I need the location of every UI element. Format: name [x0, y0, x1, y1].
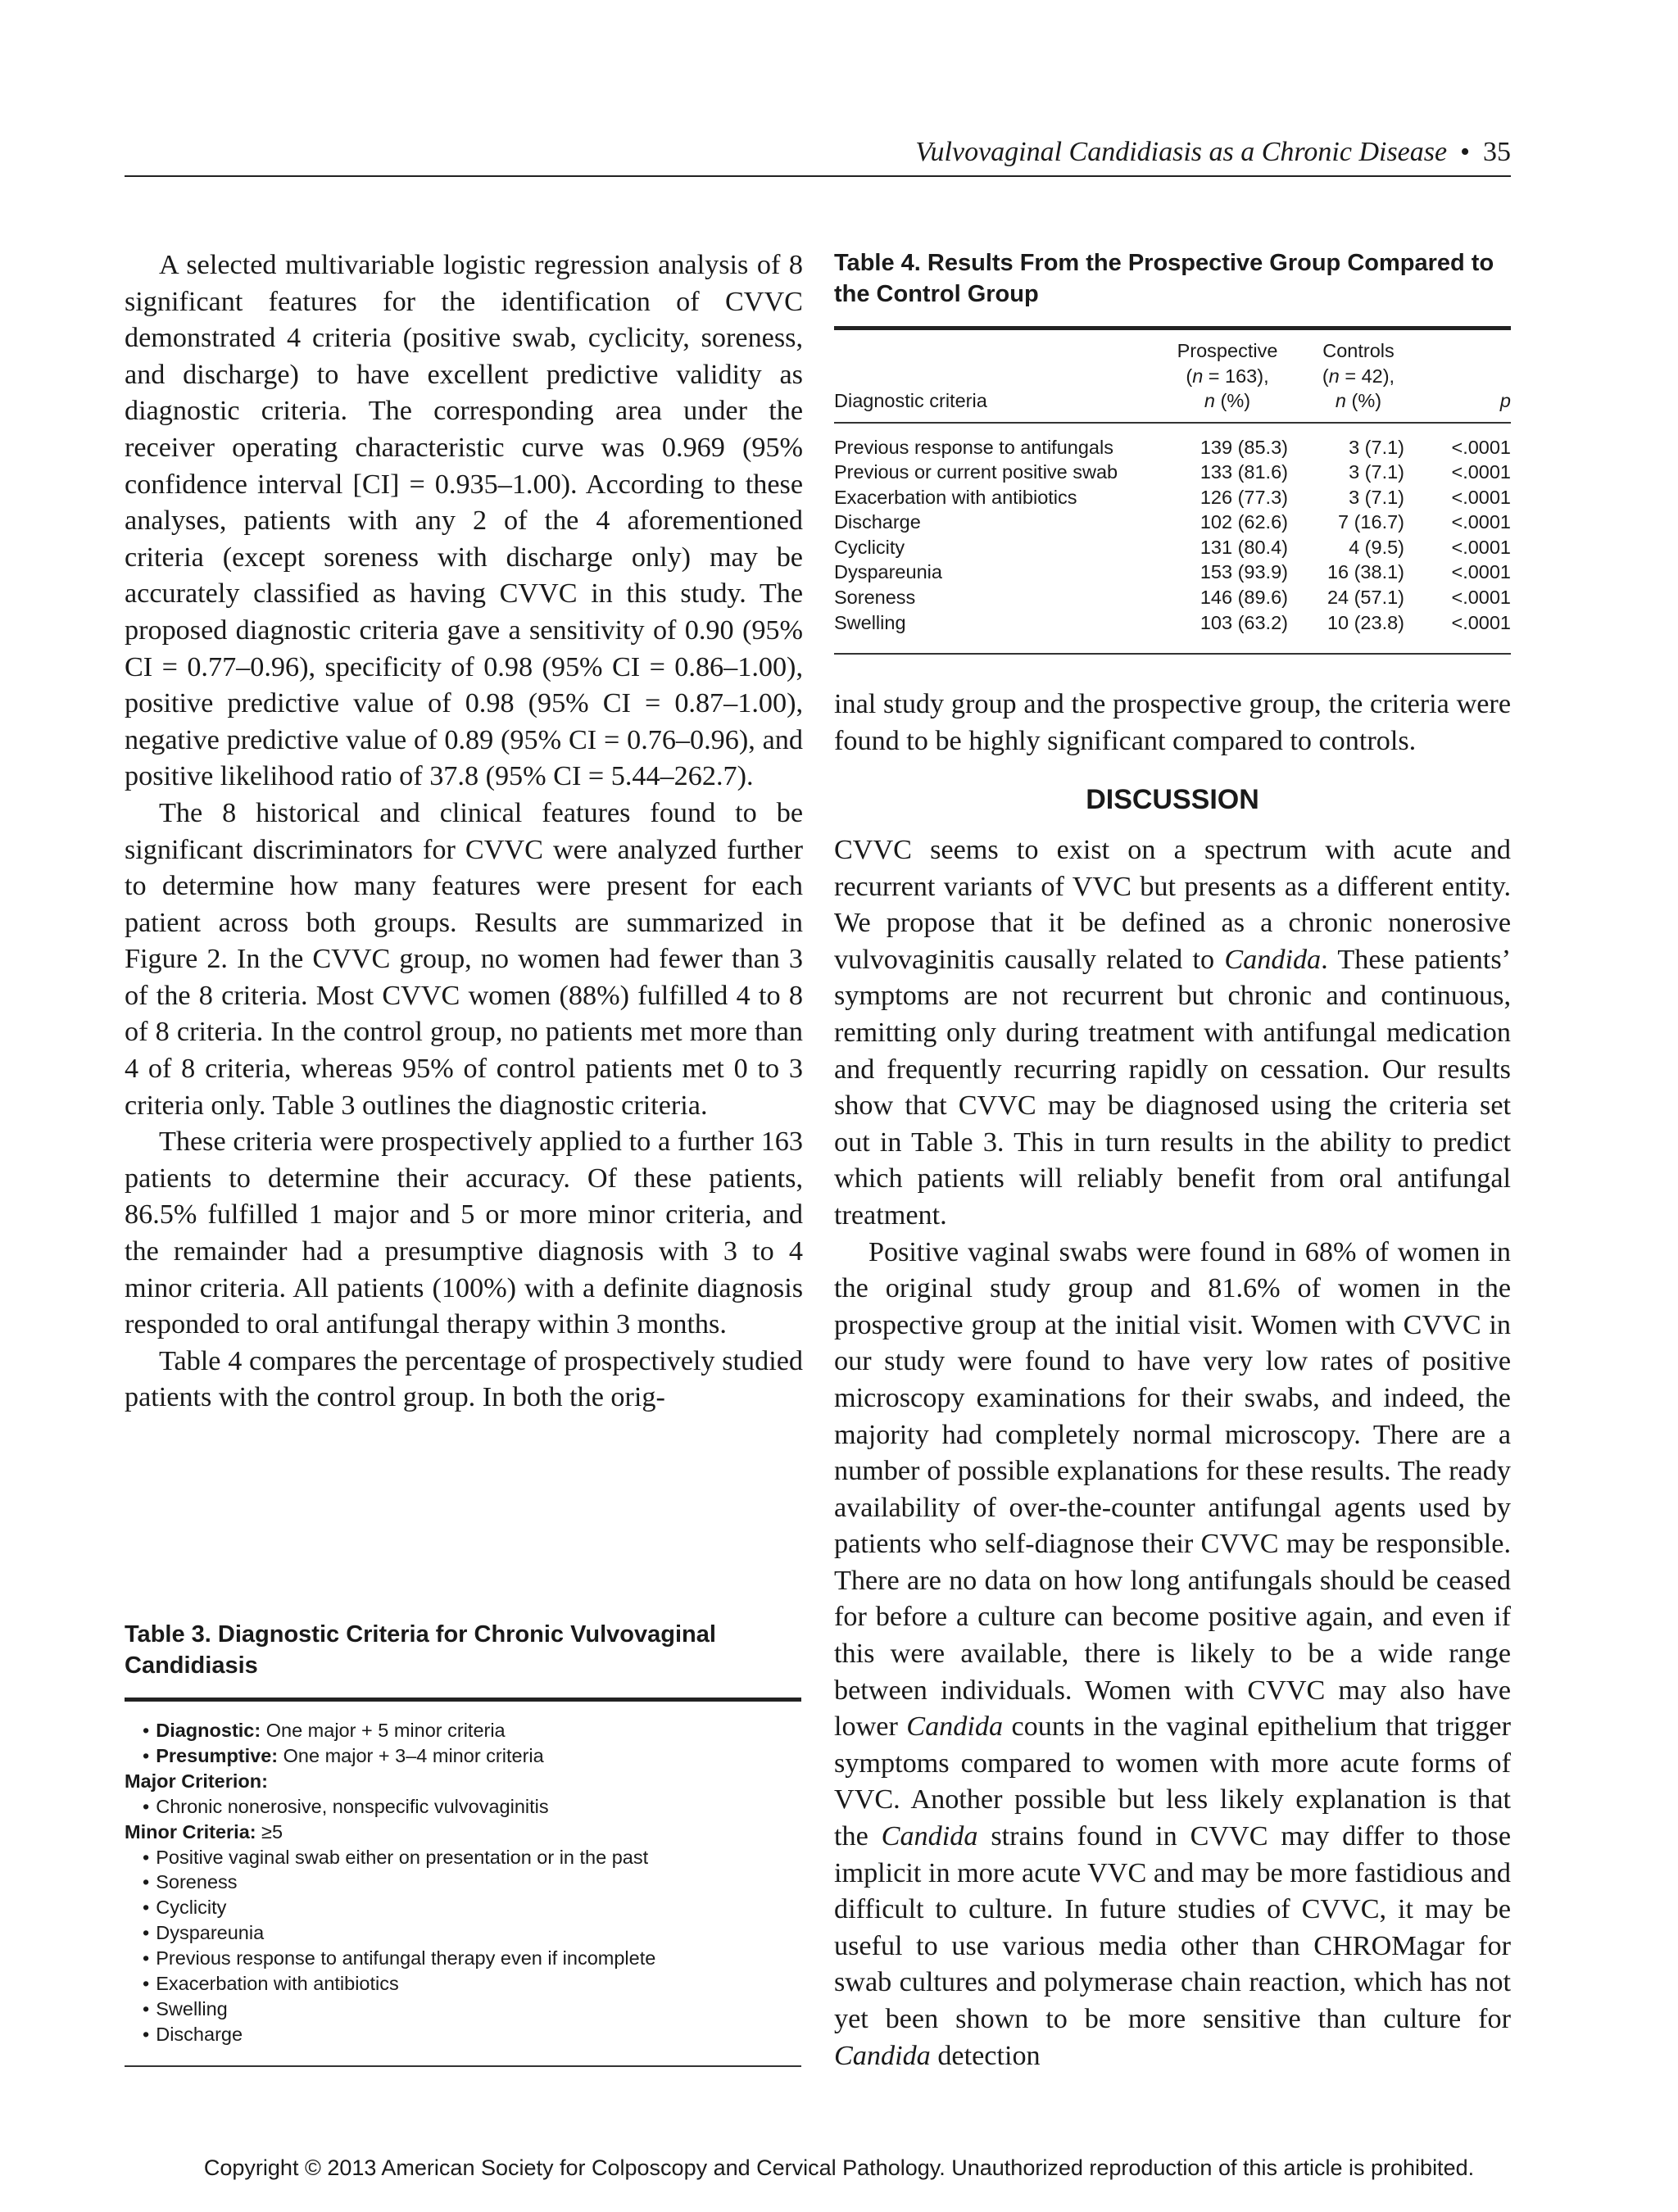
cell-p: <.0001	[1451, 611, 1511, 633]
cell-controls: 4 (9.5)	[1349, 536, 1404, 558]
table-row	[834, 610, 1511, 654]
table-row	[834, 535, 1511, 560]
cell-criterion: Cyclicity	[834, 536, 905, 558]
cell-p: <.0001	[1451, 536, 1511, 558]
cell-prospective: 102 (62.6)	[1200, 511, 1288, 533]
cell-p: <.0001	[1451, 587, 1511, 609]
table-3-caption: Table 3. Diagnostic Criteria for Chronic Vulvovaginal Candidiasis	[125, 1621, 716, 1679]
cell-controls: 3 (7.1)	[1349, 486, 1404, 508]
cell-controls: 10 (23.8)	[1327, 611, 1404, 633]
cell-criterion: Exacerbation with antibiotics	[834, 486, 1077, 508]
table-bottom-rule	[125, 2065, 801, 2067]
cell-controls: 7 (16.7)	[1338, 511, 1404, 533]
cell-controls: 24 (57.1)	[1327, 587, 1404, 609]
right-column	[834, 832, 1511, 2074]
cell-p: <.0001	[1451, 461, 1511, 483]
col-header-prospective: Prospective (n = 163), n (%)	[1177, 340, 1278, 411]
table-row	[834, 460, 1511, 485]
cell-controls: 16 (38.1)	[1327, 561, 1404, 583]
paragraph: These criteria were prospectively applied to a further 163 patients to determine their accuracy. Of these patients, 86.5% fulfilled 1 major and 5 or more minor criteria, and the remainder had a presumptive diagnosis with 3 to 4 minor criteria. All patients (100%) with a definite diagnosis responded to oral antifungal therapy within 3 months.	[125, 1126, 803, 1340]
cell-controls: 3 (7.1)	[1349, 436, 1404, 458]
cell-prospective: 131 (80.4)	[1200, 536, 1288, 558]
left-column	[125, 247, 803, 1416]
cell-p: <.0001	[1451, 511, 1511, 533]
cell-prospective: 139 (85.3)	[1200, 436, 1288, 458]
right-column-continuation	[834, 687, 1511, 759]
table-4-caption: Table 4. Results From the Prospective Group Compared to the Control Group	[834, 250, 1494, 307]
table-3-body	[125, 1702, 801, 2065]
list-item: • Dyspareunia	[143, 1922, 265, 1944]
major-criterion-heading: Major Criterion:	[125, 1770, 268, 1792]
header-bullet: •	[1460, 137, 1470, 167]
cell-criterion: Previous or current positive swab	[834, 461, 1118, 483]
cell-criterion: Previous response to antifungals	[834, 436, 1113, 458]
table-row	[834, 510, 1511, 535]
cell-controls: 3 (7.1)	[1349, 461, 1404, 483]
paragraph: Positive vaginal swabs were found in 68% of women in the original study group and 81.6% of women in the prospective group at the initial visit. Women with CVVC in our study were found to have very low rates of positive microscopy examinations for their swabs, and indeed, the majority had completely normal microscopy. There are a number of possible explanations for these results. The ready availability of over-the-counter antifungal agents used by patients who self-diagnose their CVVC may be responsible. There are no data on how long antifungals should be ceased for before a culture can become positive again, and even if this were available, there is likely to be a wide range between individuals. Women with CVVC may also have lower Candida counts in the vaginal epithelium that trigger symptoms compared to women with more acute forms of VVC. Another possible but less likely explanation is that the Candida strains found in CVVC may differ to those implicit in more acute VVC and may be more fastidious and difficult to culture. In future studies of CVVC, it may be useful to use various media other than CHROMagar for swab cultures and polymerase chain reaction, which has not yet been shown to be more sensitive than culture for Candida detection	[834, 1236, 1511, 2071]
col-header-criteria: Diagnostic criteria	[834, 390, 987, 411]
table-bottom-rule	[834, 653, 1511, 655]
list-item: • Chronic nonerosive, nonspecific vulvovaginitis	[143, 1795, 549, 1817]
list-item: • Positive vaginal swab either on presentation or in the past	[143, 1846, 649, 1868]
cell-prospective: 153 (93.9)	[1200, 561, 1288, 583]
list-item: • Previous response to antifungal therapy even if incomplete	[143, 1947, 656, 1969]
list-item: • Presumptive: One major + 3–4 minor criteria	[143, 1744, 544, 1766]
cell-prospective: 126 (77.3)	[1200, 486, 1288, 508]
list-item: • Exacerbation with antibiotics	[143, 1973, 399, 1995]
table-row	[834, 585, 1511, 610]
list-item: • Swelling	[143, 1997, 228, 2019]
table-row	[834, 423, 1511, 460]
copyright-footer: Copyright © 2013 American Society for Colposcopy and Cervical Pathology. Unauthorized reproduction of this article is prohibited.	[203, 2155, 1475, 2180]
running-header	[125, 129, 1511, 177]
col-header-p: p	[1499, 390, 1511, 411]
cell-criterion: Dyspareunia	[834, 561, 942, 583]
table-row	[834, 560, 1511, 585]
paragraph: inal study group and the prospective group, the criteria were found to be highly significant compared to controls.	[834, 689, 1511, 756]
cell-criterion: Swelling	[834, 611, 906, 633]
paragraph: CVVC seems to exist on a spectrum with acute and recurrent variants of VVC but presents as a different entity. We propose that it be defined as a chronic nonerosive vulvovaginitis causally related to Candida. These patients’ symptoms are not recurrent but chronic and continuous, remitting only during treatment with antifungal medication and frequently recurring rapidly on cessation. Our results show that CVVC may be diagnosed using the criteria set out in Table 3. This in turn results in the ability to predict which patients will reliably benefit from oral antifungal treatment.	[834, 835, 1512, 1231]
list-item: • Cyclicity	[143, 1897, 227, 1919]
paragraph: A selected multivariable logistic regression analysis of 8 significant features for the identification of CVVC demonstrated 4 criteria (positive swab, cyclicity, soreness, and discharge) to have excellent predictive validity as diagnostic criteria. The corresponding area under the receiver operating characteristic curve was 0.969 (95% confidence interval [CI] = 0.935–1.00). According to these analyses, patients with any 2 of the 4 aforementioned criteria (except soreness with discharge only) may be accurately classified as having CVVC in this study. The proposed diagnostic criteria gave a sensitivity of 0.90 (95% CI = 0.77–0.96), specificity of 0.98 (95% CI = 0.86–1.00), positive predictive value of 0.98 (95% CI = 0.87–1.00), negative predictive value of 0.89 (95% CI = 0.76–0.96), and positive likelihood ratio of 37.8 (95% CI = 5.44–262.7).	[125, 250, 803, 792]
cell-p: <.0001	[1451, 436, 1511, 458]
table-3	[125, 1619, 801, 2067]
table-4-grid	[834, 330, 1511, 653]
paragraph: The 8 historical and clinical features found to be significant discriminators for CVVC were analyzed further to determine how many features were present for each patient across both groups. Results are summarized in Figure 2. In the CVVC group, no women had fewer than 3 of the 8 criteria. Most CVVC women (88%) fulfilled 4 to 8 of 8 criteria. In the control group, no patients met more than 4 of 8 criteria, whereas 95% of control patients met 0 to 3 criteria only. Table 3 outlines the diagnostic criteria.	[125, 797, 803, 1121]
list-item: • Discharge	[143, 2023, 243, 2045]
cell-prospective: 133 (81.6)	[1200, 461, 1288, 483]
running-title: Vulvovaginal Candidiasis as a Chronic Disease	[915, 137, 1448, 167]
cell-p: <.0001	[1451, 486, 1511, 508]
table-4	[834, 247, 1511, 655]
minor-criteria-heading: Minor Criteria: ≥5	[125, 1820, 283, 1843]
cell-prospective: 146 (89.6)	[1200, 587, 1288, 609]
table-header-row	[834, 330, 1511, 423]
table-row	[834, 485, 1511, 510]
cell-criterion: Discharge	[834, 511, 921, 533]
col-header-controls: Controls (n = 42), n (%)	[1322, 340, 1395, 411]
list-item: • Diagnostic: One major + 5 minor criteria	[143, 1720, 506, 1741]
paragraph: Table 4 compares the percentage of prospectively studied patients with the control group. In both the orig-	[125, 1345, 803, 1413]
discussion-heading: DISCUSSION	[1086, 784, 1259, 815]
page-number: 35	[1483, 137, 1511, 167]
cell-criterion: Soreness	[834, 587, 916, 609]
cell-p: <.0001	[1451, 561, 1511, 583]
list-item: • Soreness	[143, 1871, 238, 1893]
cell-prospective: 103 (63.2)	[1200, 611, 1288, 633]
